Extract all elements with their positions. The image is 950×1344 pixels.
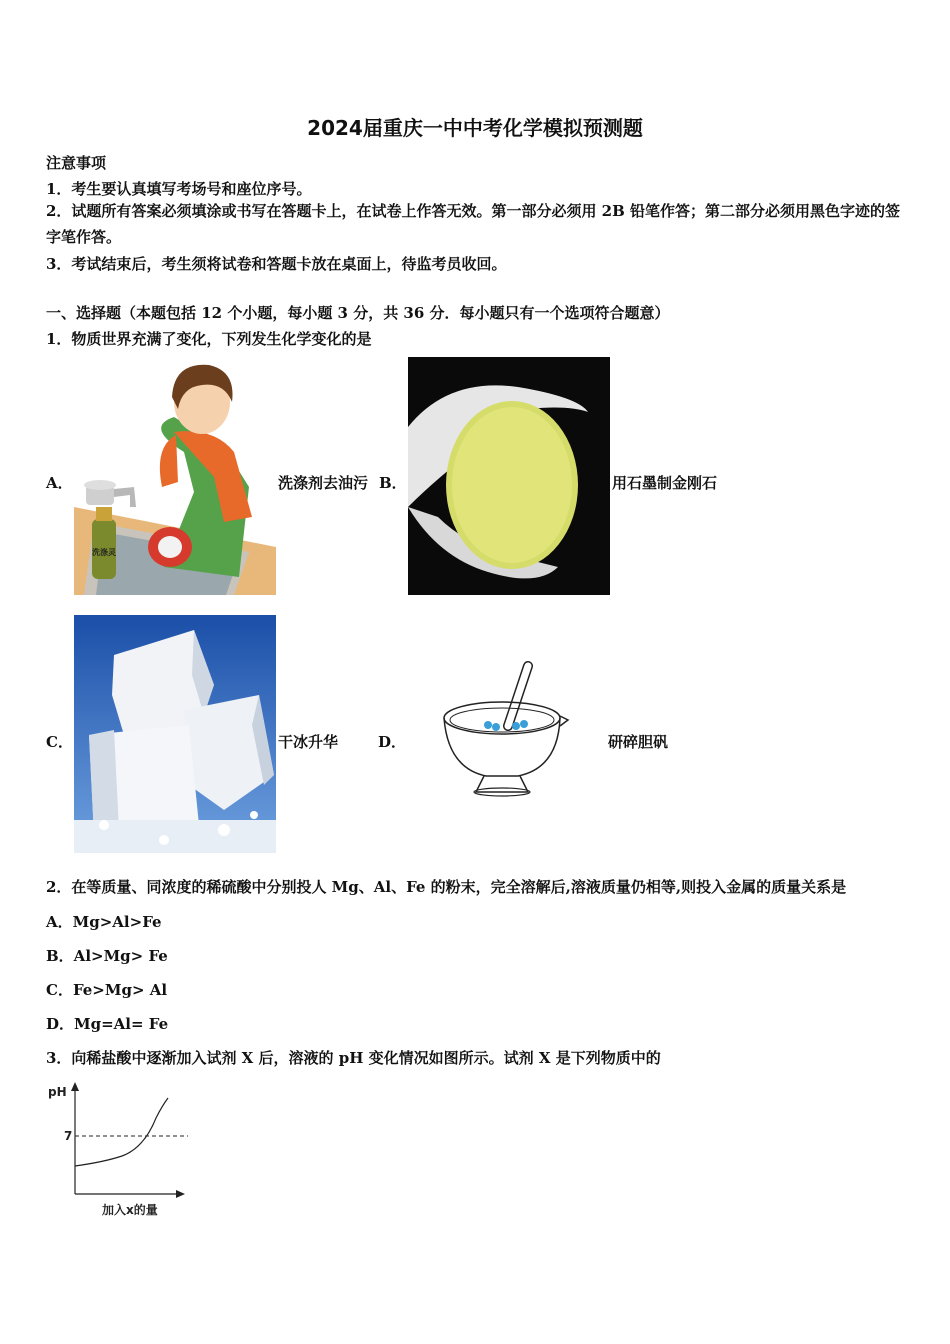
option-b-letter: B． bbox=[379, 474, 407, 492]
option-b-text: 用石墨制金刚石 bbox=[612, 474, 718, 492]
mortar-pestle-drawing bbox=[436, 658, 570, 800]
notice-item-1: 1．考生要认真填写考场号和座位序号。 bbox=[46, 180, 312, 198]
option-c-text: 干冰升华 bbox=[278, 733, 339, 751]
question-2-stem: 2．在等质量、同浓度的稀硫酸中分别投人 Mg、Al、Fe 的粉末，完全溶解后,溶液质量仍相等,则投入金属的质量关系是 bbox=[46, 878, 847, 896]
section-heading: 一、选择题（本题包括 12 个小题，每小题 3 分，共 36 分．每小题只有一个选项符合题意） bbox=[46, 304, 670, 322]
q2-option-a: A．Mg>Al>Fe bbox=[46, 913, 162, 931]
option-c-letter: C． bbox=[46, 733, 73, 751]
dry-ice-photo bbox=[74, 615, 276, 853]
ph-curve bbox=[75, 1098, 168, 1166]
x-axis-arrow bbox=[176, 1190, 185, 1198]
notice-item-3: 3．考试结束后，考生须将试卷和答题卡放在桌面上，待监考员收回。 bbox=[46, 255, 507, 273]
notice-heading: 注意事项 bbox=[46, 154, 107, 172]
ref-tick-label: 7 bbox=[64, 1129, 73, 1143]
bottle-label: 洗涤灵 bbox=[92, 548, 116, 557]
y-axis-arrow bbox=[71, 1082, 79, 1091]
option-a-letter: A． bbox=[46, 474, 73, 492]
q2-option-b: B．Al>Mg> Fe bbox=[46, 947, 168, 965]
option-d-letter: D． bbox=[378, 733, 407, 751]
dishwashing-illustration bbox=[74, 357, 276, 595]
q2-option-d: D．Mg=Al= Fe bbox=[46, 1015, 169, 1033]
question-1-stem: 1．物质世界充满了变化，下列发生化学变化的是 bbox=[46, 330, 372, 348]
page-title: 2024届重庆一中中考化学模拟预测题 bbox=[307, 116, 643, 140]
y-axis-label: pH bbox=[48, 1085, 67, 1099]
option-d-text: 研碎胆矾 bbox=[608, 733, 669, 751]
x-axis-label: 加入x的量 bbox=[102, 1203, 158, 1217]
diamond-gem-photo bbox=[408, 357, 610, 595]
option-a-text: 洗涤剂去油污 bbox=[278, 474, 369, 492]
ph-curve-chart bbox=[44, 1078, 194, 1220]
question-3-stem: 3．向稀盐酸中逐渐加入试剂 X 后，溶液的 pH 变化情况如图所示。试剂 X 是下列物质中的 bbox=[46, 1049, 661, 1067]
q2-option-c: C．Fe>Mg> Al bbox=[46, 981, 168, 999]
notice-item-2: 2．试题所有答案必须填涂或书写在答题卡上，在试卷上作答无效。第一部分必须用 2B 铅笔作答；第二部分必须用黑色字迹的签字笔作答。 bbox=[46, 202, 901, 246]
